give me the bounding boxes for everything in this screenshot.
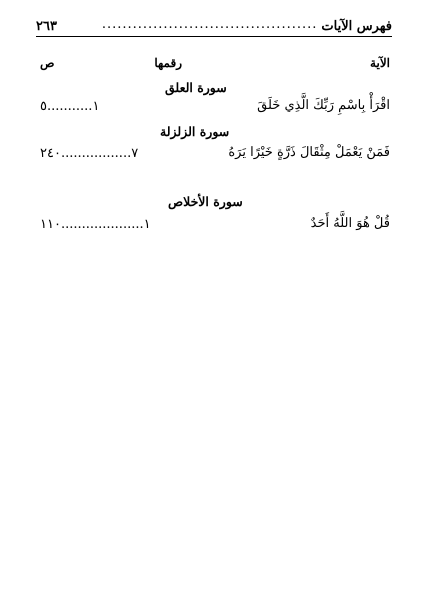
leader-dots: .................... xyxy=(60,217,144,232)
verse-number: ١ xyxy=(143,217,151,232)
verse-text: فَمَنْ يَعْمَلْ مِثْقَالَ ذَرَّةٍ خَيْرًا يَرَهُ xyxy=(228,145,390,160)
page-reference: ٥ xyxy=(40,99,47,114)
verse-reference xyxy=(40,99,99,114)
page-number: ٢٦٣ xyxy=(36,19,57,34)
header-leader-dots: .......................................... xyxy=(101,18,318,32)
surah-heading: سورة الزلزلة xyxy=(160,124,230,139)
verse-reference xyxy=(40,217,151,232)
leader-dots: ................. xyxy=(60,146,132,161)
verse-number: ٧ xyxy=(131,146,139,161)
index-entry xyxy=(36,98,392,118)
index-entry xyxy=(36,145,392,165)
surah-heading: سورة العلق xyxy=(165,80,227,95)
header-rule xyxy=(36,36,392,37)
page-reference: ١١٠ xyxy=(40,217,61,232)
header-title: فهرس الآيات xyxy=(321,19,392,34)
page-reference: ٢٤٠ xyxy=(40,146,61,161)
index-entry xyxy=(36,216,392,236)
surah-heading: سورة الأخلاص xyxy=(168,194,243,209)
verse-text: اقْرَأْ بِاسْمِ رَبِّكَ الَّذِي خَلَقَ xyxy=(257,98,390,113)
column-heading-page: ص xyxy=(40,56,55,70)
column-heading-number: رقمها xyxy=(154,56,182,70)
leader-dots: ........... xyxy=(46,99,93,114)
column-heading-verse: الآية xyxy=(370,56,390,70)
column-headings xyxy=(36,56,392,74)
verse-number: ١ xyxy=(92,99,100,114)
verse-text: قُلْ هُوَ اللَّهُ أَحَدٌ xyxy=(310,216,390,231)
running-header xyxy=(36,14,392,34)
verse-reference xyxy=(40,146,138,161)
